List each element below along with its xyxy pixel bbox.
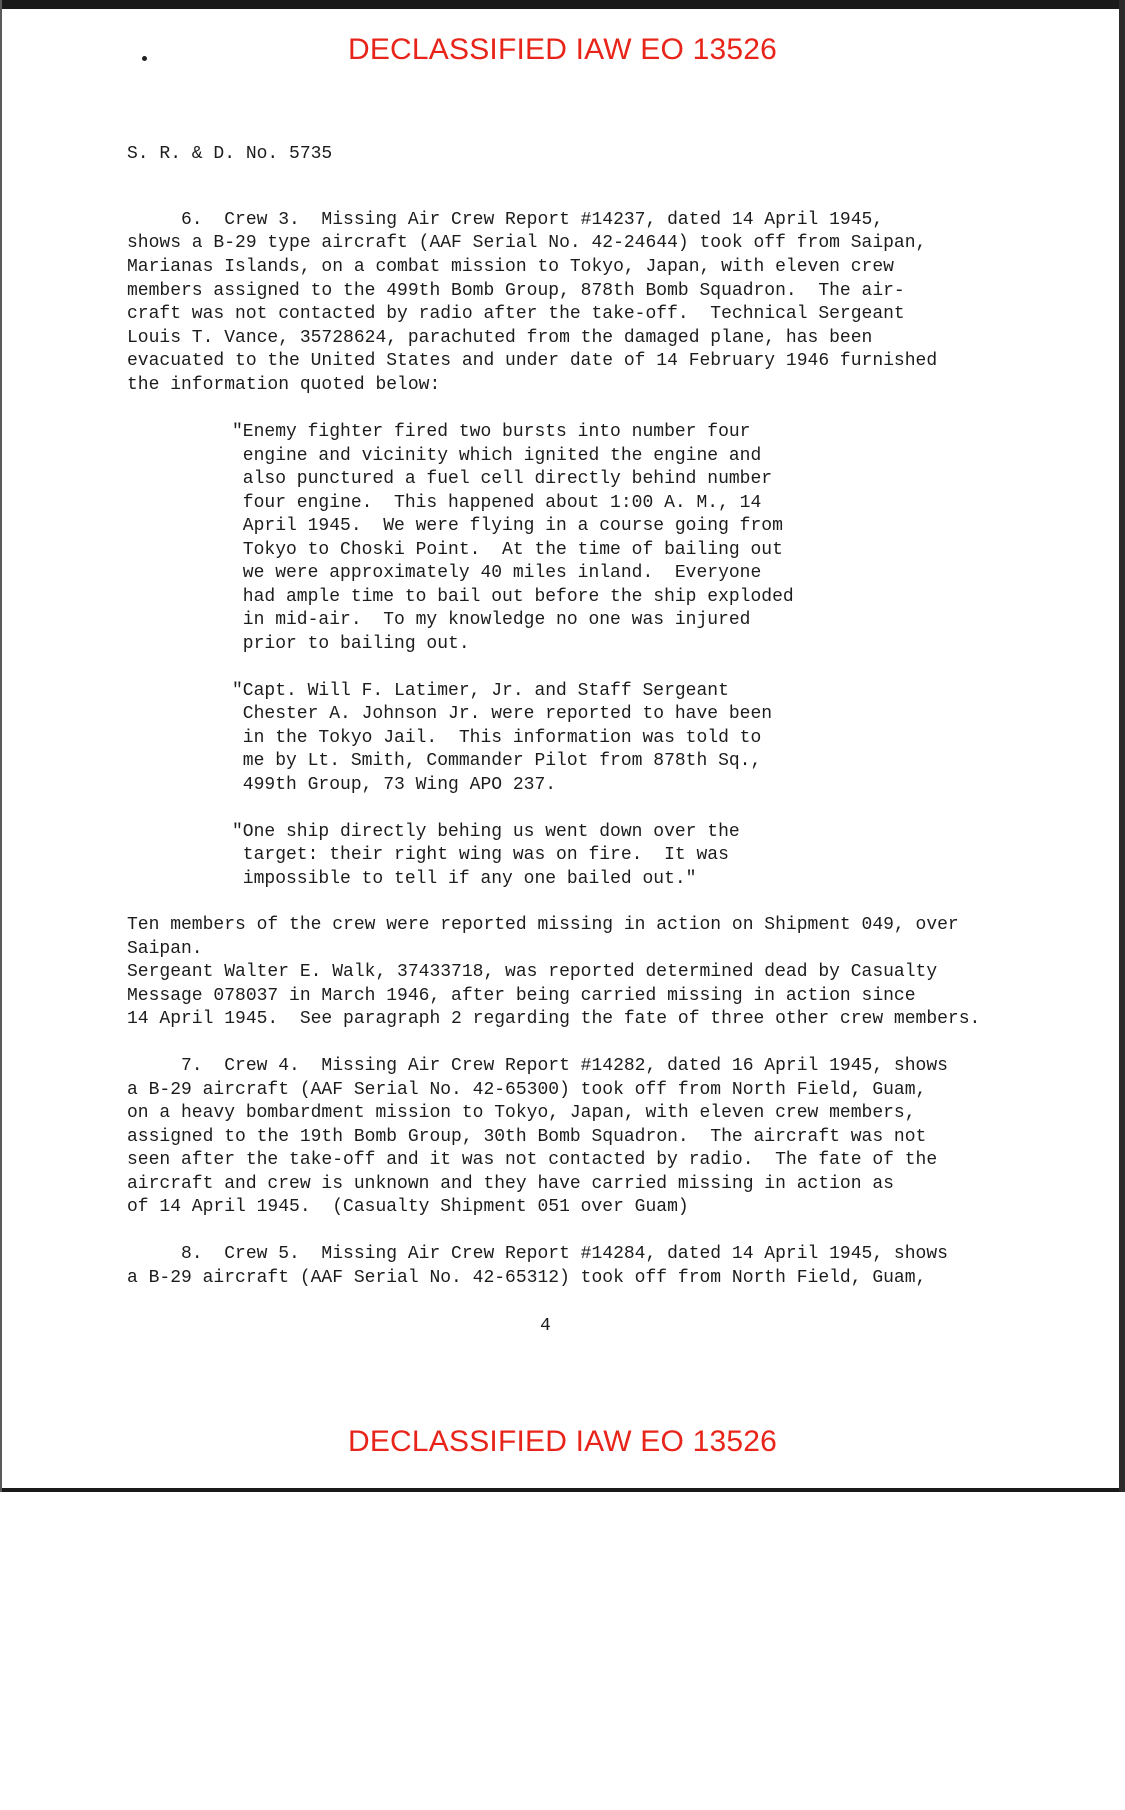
quote-line: in mid-air. To my knowledge no one was injured	[232, 610, 751, 630]
paragraph-line: assigned to the 19th Bomb Group, 30th Bomb Squadron. The aircraft was not	[127, 1127, 927, 1147]
paragraph-line: Sergeant Walter E. Walk, 37433718, was reported determined dead by Casualty	[127, 962, 938, 982]
quote-line: April 1945. We were flying in a course going from	[232, 516, 783, 536]
quote-line: 499th Group, 73 Wing APO 237.	[232, 775, 557, 795]
paragraph-line: of 14 April 1945. (Casualty Shipment 051 over Guam)	[127, 1197, 689, 1217]
quote-line: had ample time to bail out before the ship exploded	[232, 587, 794, 607]
paragraph-line: 7. Crew 4. Missing Air Crew Report #14282, dated 16 April 1945, shows	[127, 1056, 948, 1076]
paragraph-line: seen after the take-off and it was not contacted by radio. The fate of the	[127, 1150, 938, 1170]
quote-line: in the Tokyo Jail. This information was told to	[232, 728, 762, 748]
paragraph-line: craft was not contacted by radio after the take-off. Technical Sergeant	[127, 304, 905, 324]
quote-line: Chester A. Johnson Jr. were reported to have been	[232, 704, 773, 724]
page-number: 4	[540, 1316, 551, 1336]
quote-line: impossible to tell if any one bailed out."	[232, 869, 697, 889]
quote-line: target: their right wing was on fire. It was	[232, 845, 729, 865]
paragraph-line: 14 April 1945. See paragraph 2 regarding the fate of three other crew members.	[127, 1009, 981, 1029]
quote-line: "Enemy fighter fired two bursts into number four	[232, 422, 751, 442]
quote-line: "Capt. Will F. Latimer, Jr. and Staff Sergeant	[232, 681, 729, 701]
scan-border-bottom	[0, 1488, 1125, 1492]
declassified-stamp-top: DECLASSIFIED IAW EO 13526	[347, 33, 778, 66]
quote-line: me by Lt. Smith, Commander Pilot from 878th Sq.,	[232, 751, 762, 771]
quote-line: four engine. This happened about 1:00 A. M., 14	[232, 493, 762, 513]
paragraph-line: a B-29 aircraft (AAF Serial No. 42-65300) took off from North Field, Guam,	[127, 1080, 927, 1100]
quote-line: we were approximately 40 miles inland. Everyone	[232, 563, 762, 583]
paragraph-line: the information quoted below:	[127, 375, 441, 395]
paragraph-line: members assigned to the 499th Bomb Group, 878th Bomb Squadron. The air-	[127, 281, 905, 301]
paragraph-line: on a heavy bombardment mission to Tokyo, Japan, with eleven crew members,	[127, 1103, 916, 1123]
paragraph-line: aircraft and crew is unknown and they have carried missing in action as	[127, 1174, 894, 1194]
paragraph-line: evacuated to the United States and under date of 14 February 1946 furnished	[127, 351, 938, 371]
paragraph-line: 8. Crew 5. Missing Air Crew Report #14284, dated 14 April 1945, shows	[127, 1244, 948, 1264]
paragraph-line: Message 078037 in March 1946, after being carried missing in action since	[127, 986, 916, 1006]
paragraph-line: a B-29 aircraft (AAF Serial No. 42-65312) took off from North Field, Guam,	[127, 1268, 927, 1288]
scan-border-right	[1119, 0, 1125, 1492]
paragraph-line: Marianas Islands, on a combat mission to Tokyo, Japan, with eleven crew	[127, 257, 894, 277]
declassified-stamp-bottom: DECLASSIFIED IAW EO 13526	[347, 1425, 778, 1458]
quote-line: "One ship directly behing us went down over the	[232, 822, 740, 842]
paragraph-line: 6. Crew 3. Missing Air Crew Report #14237, dated 14 April 1945,	[127, 210, 884, 230]
quote-line: Tokyo to Choski Point. At the time of bailing out	[232, 540, 783, 560]
quote-block-1	[0, 400, 794, 682]
paragraph-line: Saipan.	[127, 939, 203, 959]
scan-border-top	[0, 0, 1125, 9]
paragraph-line: shows a B-29 type aircraft (AAF Serial No. 42-24644) took off from Saipan,	[127, 233, 927, 253]
report-number-header: S. R. & D. No. 5735	[127, 144, 333, 164]
quote-line: engine and vicinity which ignited the engine and	[232, 446, 762, 466]
paragraph-line: Louis T. Vance, 35728624, parachuted from the damaged plane, has been	[127, 328, 873, 348]
quote-line: also punctured a fuel cell directly behind number	[232, 469, 773, 489]
paragraph-line: Ten members of the crew were reported missing in action on Shipment 049, over	[127, 915, 959, 935]
quote-line: prior to bailing out.	[232, 634, 470, 654]
